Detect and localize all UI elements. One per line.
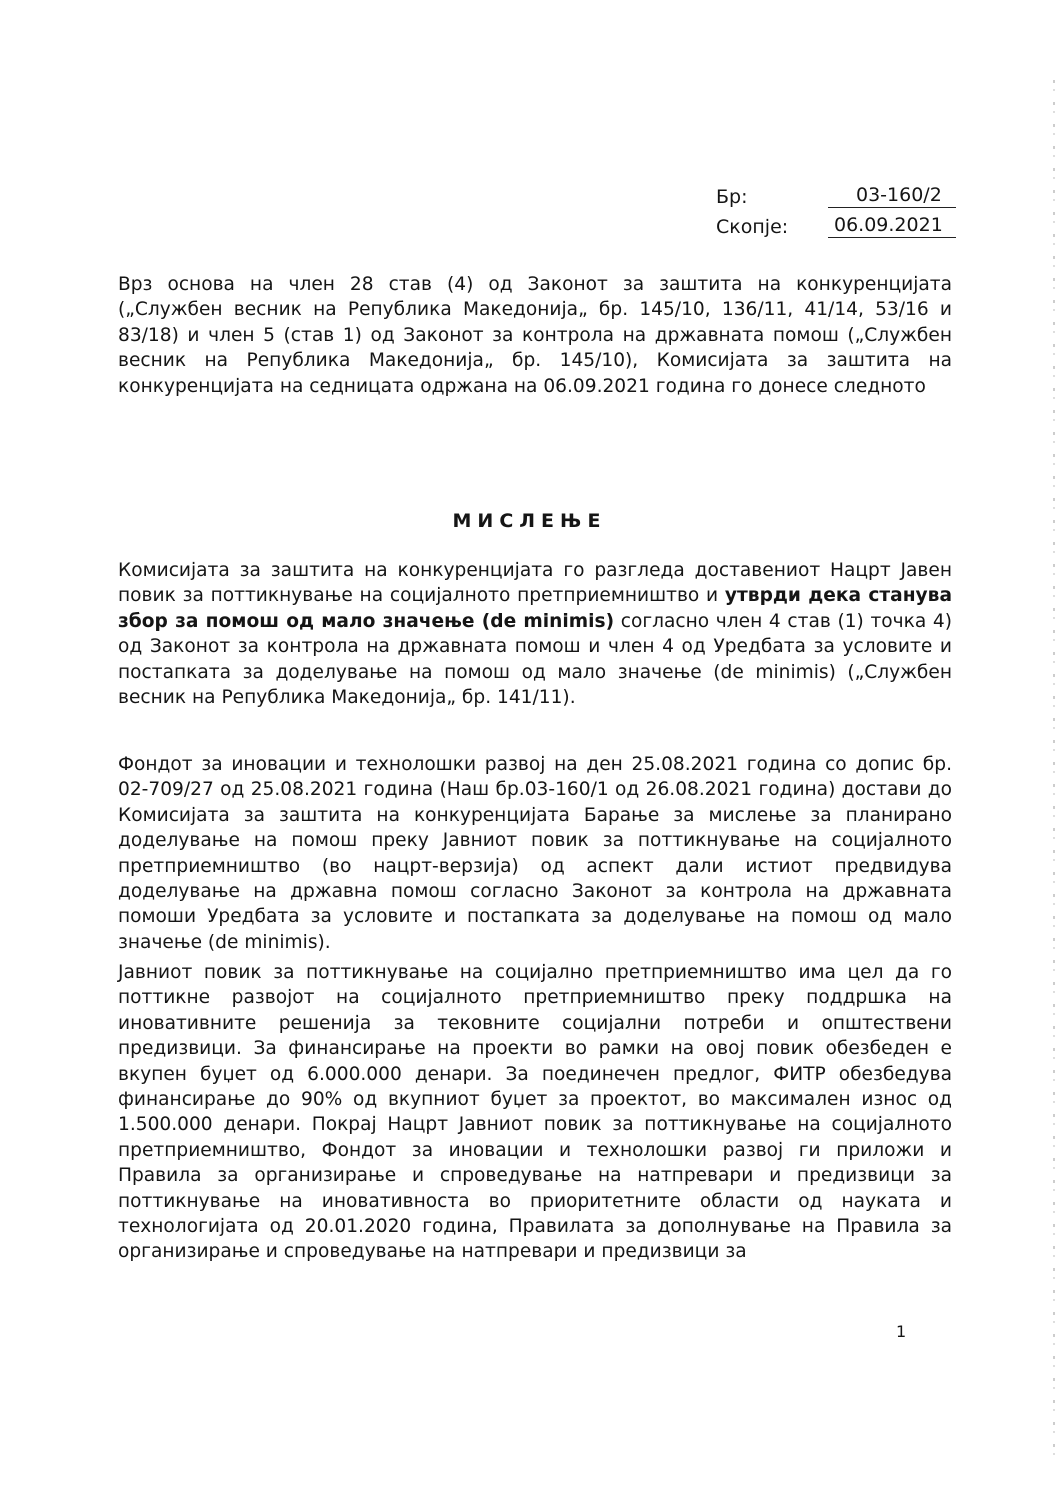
opinion-bold-conclusion: утврди дека станува збор за помош од мало значење (de minimis) (118, 585, 952, 632)
opinion-text-start: Комисијата за заштита на конкуренцијата го разгледа доставениот Нацрт Јавен повик за поттикнување на социјалното претприемништво и (118, 560, 952, 607)
request-paragraph: Фондот за иновации и технолошки развој на ден 25.08.2021 година со допис бр. 02-709/27 од 25.08.2021 година (Наш бр.03-160/1 од 26.08.2021 година) достави до Комисијата за заштита на конкуренцијата Барање за мислење за планирано доделување на помош преку Јавниот повик за поттикнување на социјалното претприемништво (во нацрт-верзија) од аспект дали истиот предвидува доделување на државна помош согласно Законот за контрола на државната помоши Уредбата за условите и постапката за доделување на помош од мало значење (de minimis). (118, 754, 952, 953)
scan-edge-artifact (1053, 80, 1055, 1460)
opinion-text-end: согласно член 4 став (1) точка 4) од Законот за контрола на државната помош и член 4 од Уредбата за условите и постапката за доделување на помош од мало значење (de minimis) („Службен весник на Република Македонија„ бр. 141/11). (118, 610, 953, 709)
reference-number-label: Бр: (716, 186, 748, 208)
reference-number-row (716, 178, 956, 208)
opinion-paragraph (118, 558, 952, 710)
intro-paragraph: Врз основа на член 28 став (4) од Законот за заштита на конкуренцијата („Службен весник на Република Македонија„ бр. 145/10, 136/11, 41/14, 53/16 и 83/18) и член 5 (став 1) од Законот за контрола на државната помош („Службен весник на Република Македонија„ бр. 145/10), Комисијата за заштита на конкуренцијата на седницата одржана на 06.09.2021 година го донесе следното (118, 274, 952, 397)
public-call-paragraph: Јавниот повик за поттикнување на социјално претприемништво има цел да го поттикне развојот на социјалното претприемништво преку поддршка на иновативните решенија за тековните социјални потреби и општествени предизвици. За финансирање на проекти во рамки на овој повик обезбеден е вкупен буџет од 6.000.000 денари. За поединечен предлог, ФИТР обезбедува финансирање до 90% од вкупниот буџет за проектот, во максимален износ од 1.500.000 денари. Покрај Нацрт Јавниот повик за поттикнување на социјалното претприемништво, Фондот за иновации и технолошки развој ги приложи и Правила за организирање и спроведување на натпревари и предизвици за поттикнување на иновативноста во приоритетните области од науката и технологијата од 20.01.2020 година, Правилата за дополнување на Правила за организирање и спроведување на натпревари и предизвици за (118, 962, 952, 1263)
reference-number-value: 03-160/2 (828, 183, 956, 208)
reference-block (716, 178, 956, 238)
document-heading: МИСЛЕЊЕ (452, 510, 607, 532)
page-number: 1 (896, 1322, 907, 1341)
reference-place-label: Скопје: (716, 216, 789, 238)
reference-date-row (716, 208, 956, 238)
reference-date-value: 06.09.2021 (828, 213, 956, 238)
